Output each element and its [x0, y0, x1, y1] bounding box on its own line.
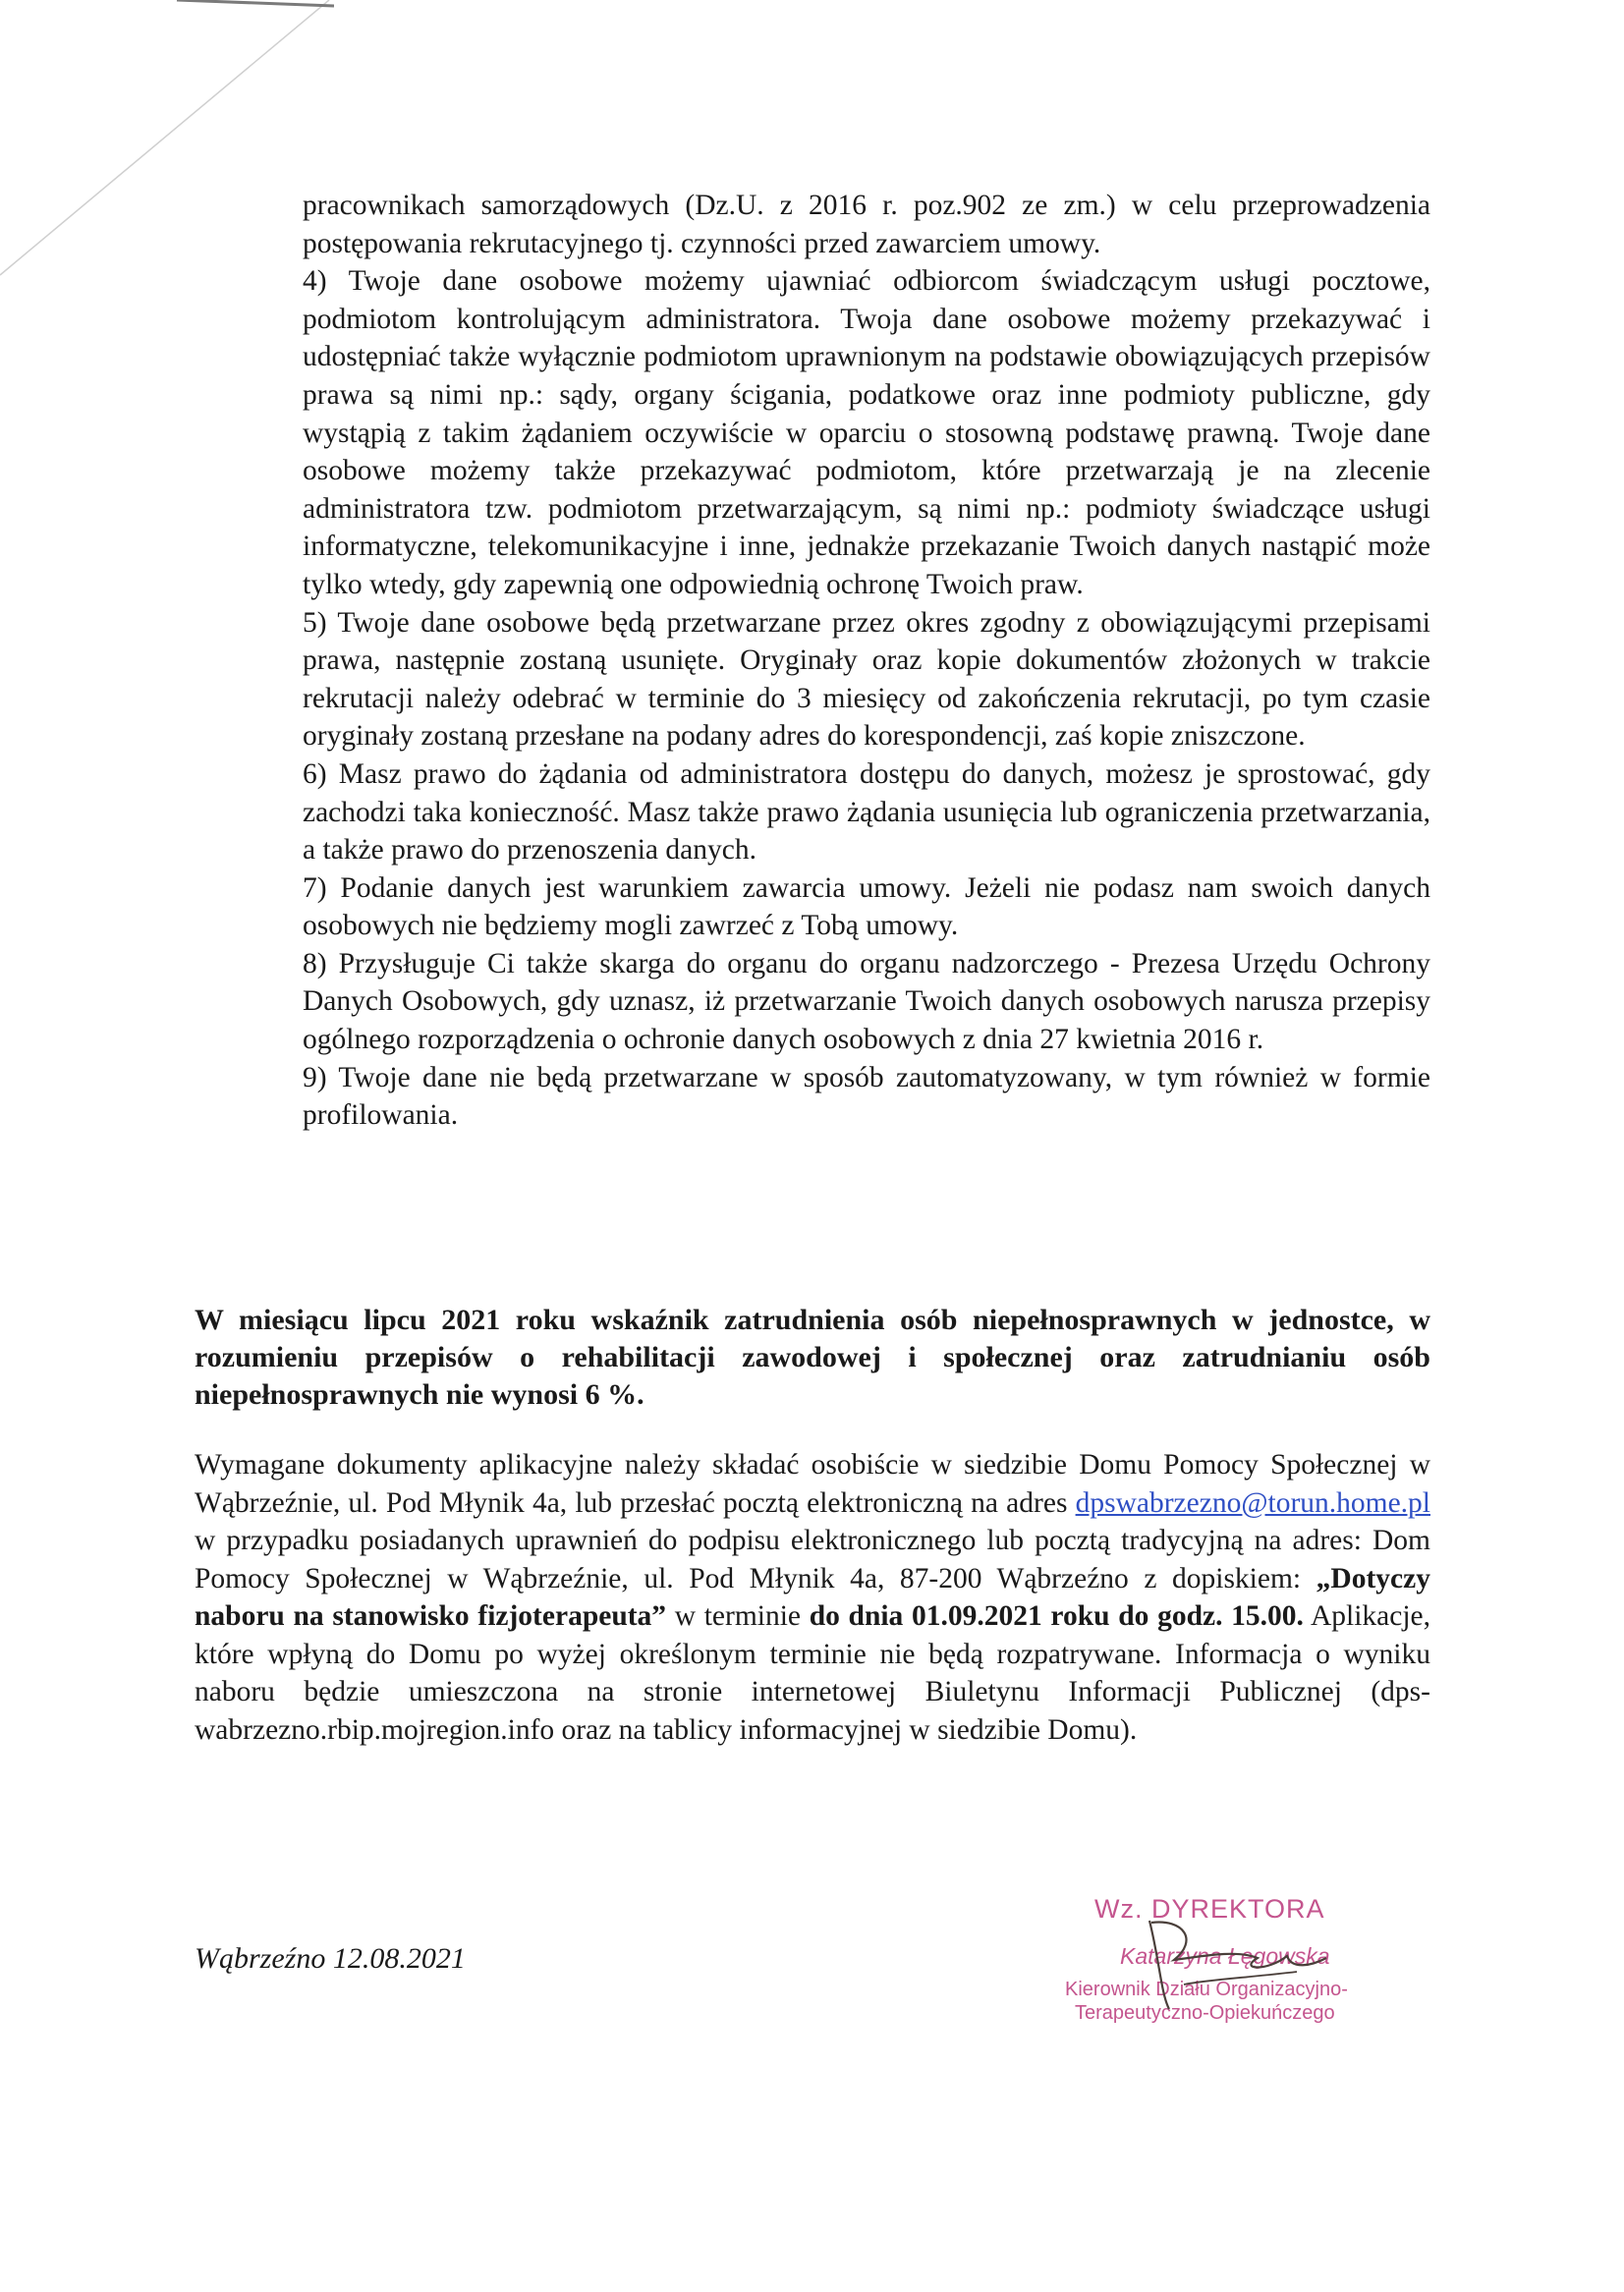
application-deadline: do dnia 01.09.2021 roku do godz. 15.00. — [809, 1600, 1304, 1632]
handwritten-signature — [1091, 1901, 1346, 2019]
place-and-date: Wąbrzeźno 12.08.2021 — [195, 1942, 466, 1975]
gdpr-item-6: 6) Masz prawo do żądania od administratora dostępu do danych, możesz je sprostować, gdy zachodzi taka konieczność. Masz także prawo żądania usunięcia lub ograniczenia przetwarzania, a także prawo do przenoszenia danych. — [303, 757, 1430, 866]
gdpr-item-7: 7) Podanie danych jest warunkiem zawarcia umowy. Jeżeli nie podasz nam swoich danych osobowych nie będziemy mogli zawrzeć z Tobą umowy. — [303, 871, 1430, 942]
stamp-name: Katarzyna Łęgowska — [1120, 1943, 1330, 1969]
instructions-text-2: w przypadku posiadanych uprawnień do podpisu elektronicznego lub pocztą tradycyjną na adres: Dom Pomocy Społecznej w Wąbrzeźnie, ul. Pod Młynik 4a, 87-200 Wąbrzeźno z dopiskiem: — [195, 1525, 1430, 1594]
stamp-title: Wz. DYREKTORA — [1094, 1894, 1325, 1924]
application-instructions — [195, 1446, 1430, 1749]
gdpr-item-9: 9) Twoje dane nie będą przetwarzane w sposób zautomatyzowany, w tym również w formie profilowania. — [303, 1061, 1430, 1132]
application-subject: „Dotyczy naboru na stanowisko fizjoterapeuta” — [195, 1562, 1430, 1632]
gdpr-intro-text: pracownikach samorządowych (Dz.U. z 2016 r. poz.902 ze zm.) w celu przeprowadzenia postępowania rekrutacyjnego tj. czynności przed zawarciem umowy. — [303, 190, 1430, 259]
gdpr-clause-list — [303, 187, 1430, 1135]
email-link[interactable]: dpswabrzezno@torun.home.pl — [1075, 1486, 1430, 1519]
stamp-role-line-2: Terapeutyczno-Opiekuńczego — [1075, 2002, 1335, 2024]
gdpr-item-8: 8) Przysługuje Ci także skarga do organu do organu nadzorczego - Prezesa Urzędu Ochrony Danych Osobowych, gdy uznasz, iż przetwarzanie Twoich danych osobowych narusza przepisy ogólnego rozporządzenia o ochronie danych osobowych z dnia 27 kwietnia 2016 r. — [303, 947, 1430, 1056]
instructions-text-3: w terminie — [666, 1600, 810, 1632]
employment-indicator-notice: W miesiącu lipcu 2021 roku wskaźnik zatrudnienia osób niepełnosprawnych w jednostce, w rozumieniu przepisów o rehabilitacji zawodowej i społecznej oraz zatrudnianiu osób niepełnosprawnych nie wynosi 6 %. — [195, 1304, 1430, 1411]
gdpr-item-4: 4) Twoje dane osobowe możemy ujawniać odbiorcom świadczącym usługi pocztowe, podmiotom kontrolującym administratora. Twoja dane osobowe możemy przekazywać i udostępniać także wyłącznie podmiotom uprawnionym na podstawie obowiązujących przepisów prawa są nimi np.: sądy, organy ścigania, podatkowe oraz inne podmioty publiczne, gdy wystąpią z takim żądaniem oczywiście w oparciu o stosowną podstawę prawną. Twoje dane osobowe możemy także przekazywać podmiotom, które przetwarzają je na zlecenie administratora tzw. podmiotom przetwarzającym, są nimi np.: podmioty świadczące usługi informatyczne, telekomunikacyjne i inne, jednakże przekazanie Twoich danych nastąpić może tylko wtedy, gdy zapewnią one odpowiednią ochronę Twoich praw. — [303, 265, 1430, 600]
instructions-text-1: Wymagane dokumenty aplikacyjne należy składać osobiście w siedzibie Domu Pomocy Społecznej w Wąbrzeźnie, ul. Pod Młynik 4a, lub przesłać pocztą elektroniczną na adres — [195, 1449, 1430, 1519]
gdpr-item-5: 5) Twoje dane osobowe będą przetwarzane przez okres zgodny z obowiązującymi przepisami prawa, następnie zostaną usunięte. Oryginały oraz kopie dokumentów złożonych w trakcie rekrutacji należy odebrać w terminie do 3 miesięcy od zakończenia rekrutacji, po tym czasie oryginały zostaną przesłane na podany adres do korespondencji, zaś kopie zniszczone. — [303, 606, 1430, 753]
instructions-text-4: Aplikacje, które wpłyną do Domu po wyżej określonym terminie nie będą rozpatrywane. Informacja o wyniku naboru będzie umieszczona na stronie internetowej Biuletynu Informacji Publicznej (dps-wabrzezno.rbip.mojregion.info oraz na tablicy informacyjnej w siedzibie Domu). — [195, 1600, 1430, 1746]
stamp-role-line-1: Kierownik Działu Organizacyjno- — [1065, 1979, 1348, 2000]
